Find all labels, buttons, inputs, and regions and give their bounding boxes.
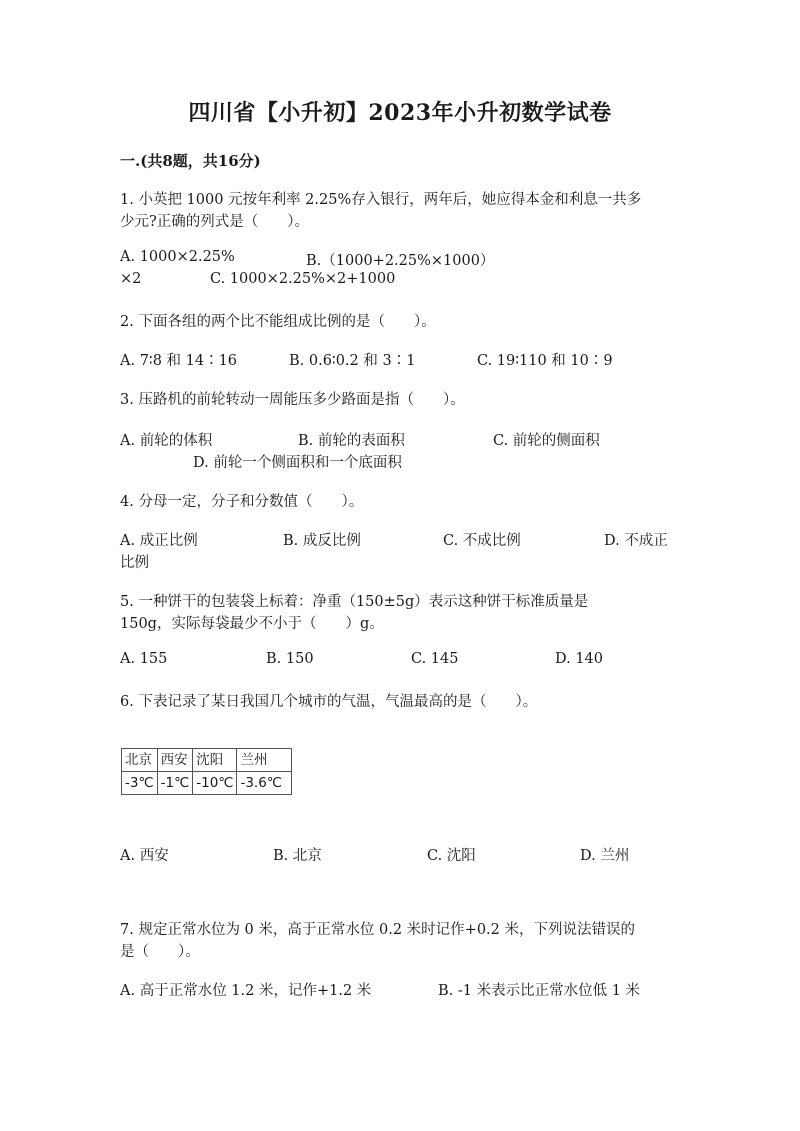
question-4-line-1: 4. 分母一定，分子和分数值（ ）。: [120, 494, 364, 510]
question-6-option-a: A. 西安: [120, 848, 169, 864]
question-5-option-d: D. 140: [555, 651, 604, 667]
question-1-option-c: C. 1000×2.25%×2+1000: [210, 271, 396, 287]
table-row: [122, 772, 292, 795]
question-3-option-c: C. 前轮的侧面积: [493, 433, 600, 449]
question-2-option-b: B. 0.6∶0.2 和 3∶1: [289, 353, 416, 369]
table-cell-temp: -3℃: [122, 772, 158, 795]
section-heading: 一.(共8题，共16分): [120, 152, 261, 170]
table-cell-temp: -3.6℃: [237, 772, 292, 795]
question-4-option-d-cont: 比例: [120, 555, 149, 571]
question-3-option-d: D. 前轮一个侧面积和一个底面积: [193, 455, 402, 471]
question-5-line-2: 150g，实际每袋最少不小于（ ）g。: [120, 616, 384, 632]
question-4-option-d: D. 不成正: [604, 533, 668, 549]
question-1-option-b-cont: ×2: [120, 271, 142, 287]
table-cell-city: 沈阳: [193, 749, 237, 772]
table-cell-city: 北京: [122, 749, 158, 772]
question-4-option-a: A. 成正比例: [120, 533, 198, 549]
question-7-line-1: 7. 规定正常水位为 0 米，高于正常水位 0.2 米时记作+0.2 米，下列说法错误的: [120, 922, 635, 938]
question-1-line-2: 少元?正确的列式是（ ）。: [120, 214, 310, 230]
table-cell-city: 西安: [157, 749, 193, 772]
question-3-line-1: 3. 压路机的前轮转动一周能压多少路面是指（ ）。: [120, 392, 465, 408]
question-6-option-d: D. 兰州: [580, 848, 630, 864]
question-6-line-1: 6. 下表记录了某日我国几个城市的气温，气温最高的是（ ）。: [120, 694, 538, 710]
question-2-option-a: A. 7∶8 和 14∶16: [120, 353, 238, 369]
question-1-option-b: B.（1000+2.25%×1000）: [306, 253, 495, 269]
question-2-option-c: C. 19∶110 和 10∶9: [477, 353, 613, 369]
question-3-option-b: B. 前轮的表面积: [298, 433, 405, 449]
question-6-option-c: C. 沈阳: [427, 848, 476, 864]
question-5-option-a: A. 155: [120, 651, 168, 667]
table-cell-temp: -10℃: [193, 772, 237, 795]
question-5-line-1: 5. 一种饼干的包装袋上标着：净重（150±5g）表示这种饼干标准质量是: [120, 594, 589, 610]
table-cell-city: 兰州: [237, 749, 292, 772]
question-5-option-c: C. 145: [411, 651, 459, 667]
table-cell-temp: -1℃: [157, 772, 193, 795]
question-5-option-b: B. 150: [266, 651, 314, 667]
question-7-option-a: A. 高于正常水位 1.2 米，记作+1.2 米: [120, 983, 372, 999]
question-7-line-2: 是（ ）。: [120, 944, 200, 960]
page-title: 四川省【小升初】2023年小升初数学试卷: [188, 100, 612, 126]
table-row: [122, 749, 292, 772]
temperature-table: [121, 748, 292, 795]
question-6-option-b: B. 北京: [273, 848, 322, 864]
question-1-option-a: A. 1000×2.25%: [120, 249, 235, 265]
question-4-option-b: B. 成反比例: [283, 533, 361, 549]
question-7-option-b: B. -1 米表示比正常水位低 1 米: [438, 983, 641, 999]
question-2-line-1: 2. 下面各组的两个比不能组成比例的是（ ）。: [120, 314, 436, 330]
question-3-option-a: A. 前轮的体积: [120, 433, 213, 449]
question-1-line-1: 1. 小英把 1000 元按年利率 2.25%存入银行，两年后，她应得本金和利息一共多: [120, 192, 642, 208]
question-4-option-c: C. 不成比例: [443, 533, 521, 549]
